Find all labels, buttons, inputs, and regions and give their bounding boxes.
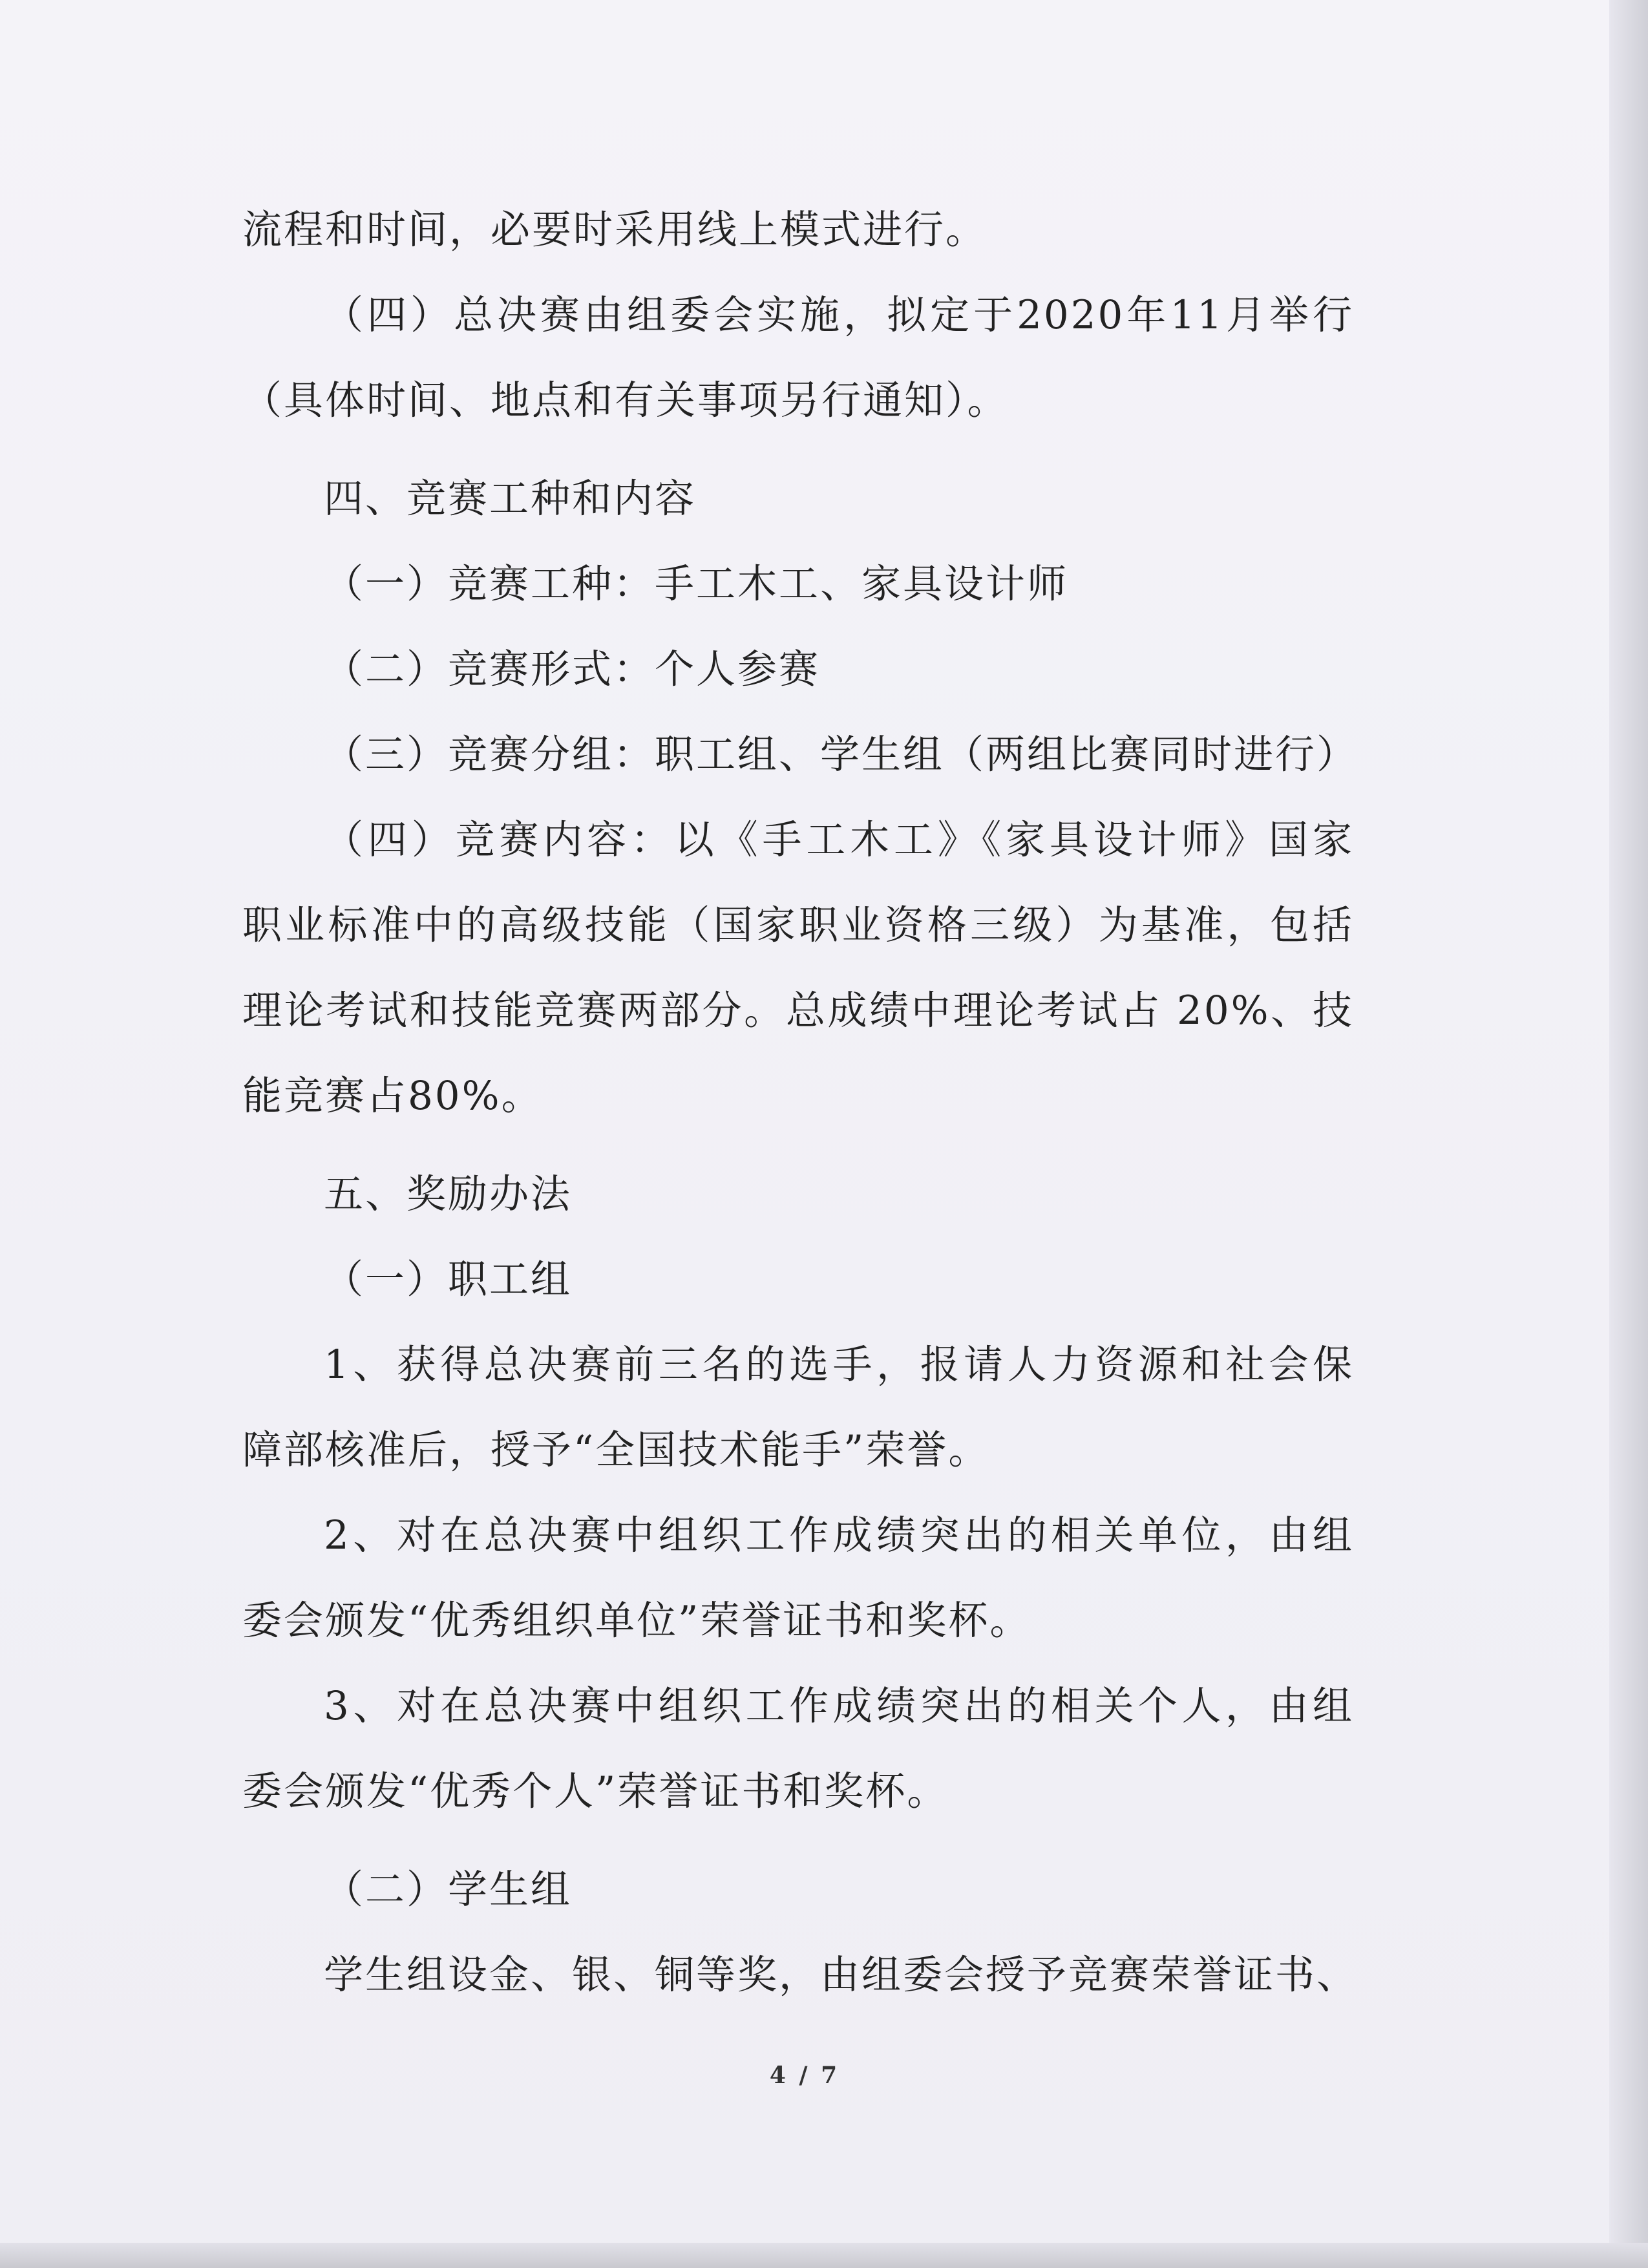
paragraph-line: 学生组设金、银、铜等奖，由组委会授予竞赛荣誉证书、 <box>324 1952 1358 1998</box>
paragraph-line: 能竞赛占80%。 <box>242 1073 543 1119</box>
paragraph-line: （四）总决赛由组委会实施，拟定于2020年11月举行 <box>324 292 1354 338</box>
paragraph-line: 职业标准中的高级技能（国家职业资格三级）为基准，包括 <box>242 902 1354 948</box>
paragraph-line: 委会颁发“优秀个人”荣誉证书和奖杯。 <box>242 1768 949 1814</box>
paragraph-line: （一）竞赛工种：手工木工、家具设计师 <box>324 561 1069 607</box>
paragraph-line: 委会颁发“优秀组织单位”荣誉证书和奖杯。 <box>242 1598 1031 1644</box>
paragraph-line: （四）竞赛内容：以《手工木工》《家具设计师》国家 <box>324 817 1354 863</box>
paragraph-line: 理论考试和技能竞赛两部分。总成绩中理论考试占 20%、技 <box>242 988 1354 1033</box>
subsection-heading: （一）职工组 <box>324 1256 573 1302</box>
scan-edge-bottom <box>0 2243 1648 2268</box>
section-heading: 五、奖励办法 <box>324 1171 573 1217</box>
page-number: 4 / 7 <box>769 2062 840 2089</box>
paragraph-line: （三）竞赛分组：职工组、学生组（两组比赛同时进行） <box>324 732 1358 778</box>
document-body <box>242 187 1358 2018</box>
subsection-heading: （二）学生组 <box>324 1867 573 1913</box>
paragraph-line: 3、对在总决赛中组织工作成绩突出的相关个人，由组 <box>324 1683 1354 1729</box>
section-heading: 四、竞赛工种和内容 <box>324 476 697 522</box>
paragraph-line: 障部核准后，授予“全国技术能手”荣誉。 <box>242 1427 990 1473</box>
paragraph-line: （二）竞赛形式：个人参赛 <box>324 646 821 692</box>
paragraph-line: 2、对在总决赛中组织工作成绩突出的相关单位，由组 <box>324 1512 1354 1558</box>
paragraph-line: 1、获得总决赛前三名的选手，报请人力资源和社会保 <box>324 1342 1354 1388</box>
scan-edge-right <box>1609 0 1648 2268</box>
paragraph-line: （具体时间、地点和有关事项另行通知）。 <box>242 377 1009 423</box>
paragraph-line: 流程和时间，必要时采用线上模式进行。 <box>242 207 988 253</box>
